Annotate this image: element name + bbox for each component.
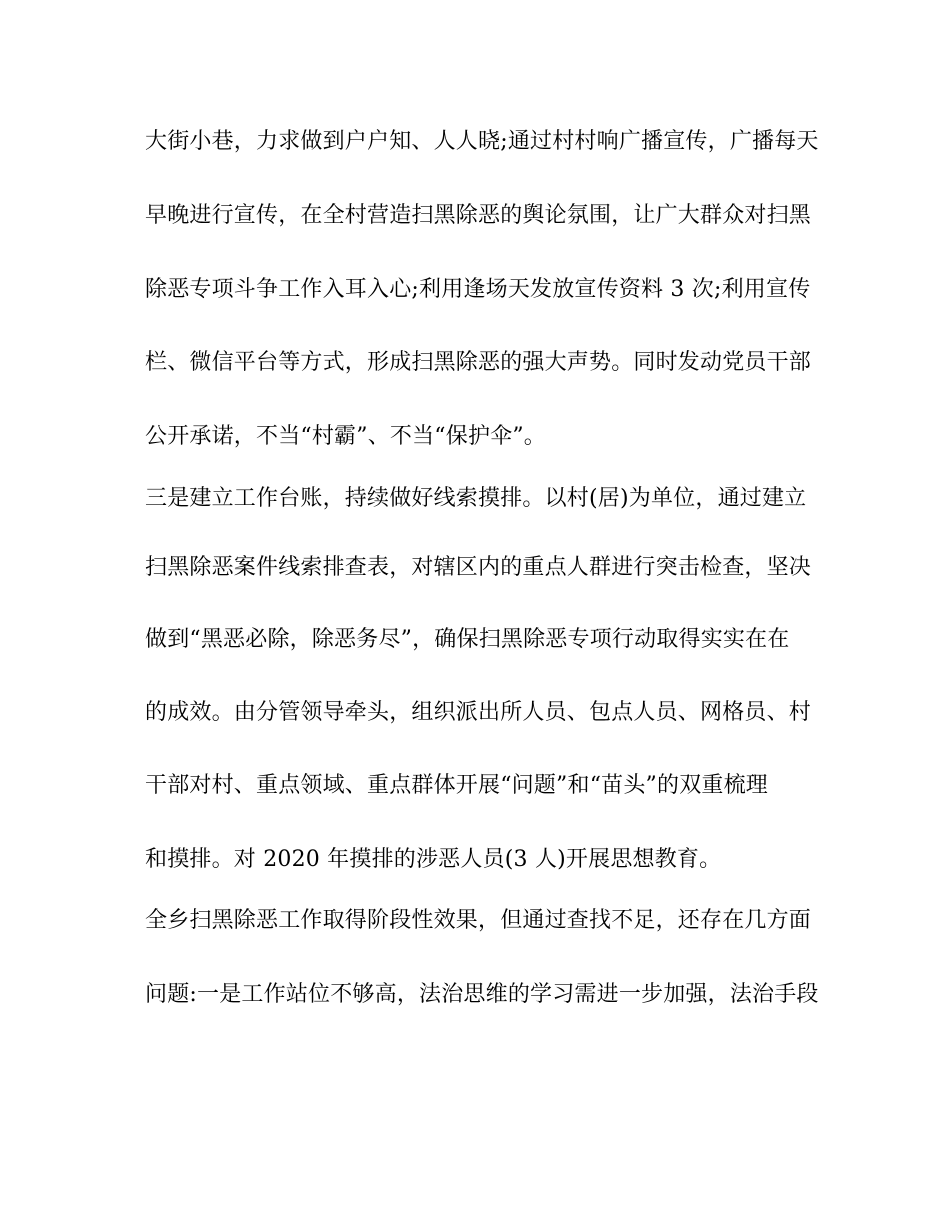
text-line: 全乡扫黑除恶工作取得阶段性效果，但通过查找不足，还存在几方面 <box>145 908 812 933</box>
text-line: 除恶专项斗争工作入耳入心;利用逢场天发放宣传资料 3 次;利用宣传 <box>145 277 811 302</box>
text-line: 和摸排。对 2020 年摸排的涉恶人员(3 人)开展思想教育。 <box>145 847 722 872</box>
text-line: 三是建立工作台账，持续做好线索摸排。以村(居)为单位，通过建立 <box>145 486 807 511</box>
text-line: 大街小巷，力求做到户户知、人人晓;通过村村响广播宣传，广播每天 <box>145 129 819 154</box>
text-line: 栏、微信平台等方式，形成扫黑除恶的强大声势。同时发动党员干部 <box>145 350 812 375</box>
text-line: 干部对村、重点领域、重点群体开展“问题”和“苗头”的双重梳理 <box>145 773 768 798</box>
text-line: 公开承诺，不当“村霸”、不当“保护伞”。 <box>145 424 546 449</box>
text-line: 的成效。由分管领导牵头，组织派出所人员、包点人员、网格员、村 <box>145 700 812 725</box>
text-line: 做到“黑恶必除，除恶务尽”，确保扫黑除恶专项行动取得实实在在 <box>145 627 790 652</box>
text-line: 早晚进行宣传，在全村营造扫黑除恶的舆论氛围，让广大群众对扫黑 <box>145 203 812 228</box>
text-line: 问题:一是工作站位不够高，法治思维的学习需进一步加强，法治手段 <box>145 982 819 1007</box>
text-line: 扫黑除恶案件线索排查表，对辖区内的重点人群进行突击检查，坚决 <box>145 555 812 580</box>
